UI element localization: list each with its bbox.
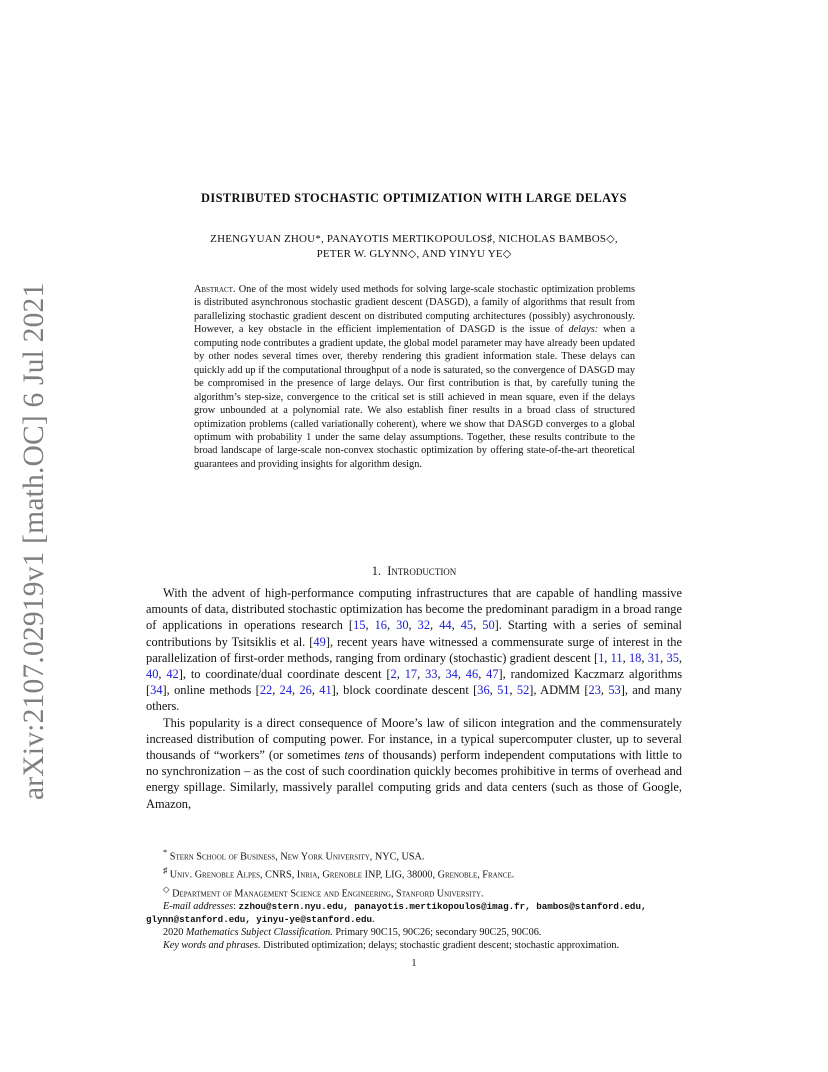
email-list[interactable]: zzhou@stern.nyu.edu, panayotis.mertikopoulos@imag.fr, bambos@stanford.edu, <box>238 900 647 912</box>
citation-link[interactable]: 17 <box>404 667 418 682</box>
author-line-2: PETER W. GLYNN◇, AND YINYU YE◇ <box>316 247 512 260</box>
citation-link[interactable]: 1 <box>598 650 605 665</box>
citation-link[interactable]: 26 <box>299 683 312 698</box>
citation-link[interactable]: 41 <box>319 683 332 698</box>
citation-link[interactable]: 52 <box>516 683 530 698</box>
citation-link[interactable]: 33 <box>425 667 438 682</box>
citation-separator: , <box>478 667 487 682</box>
citation-separator: , <box>417 667 426 682</box>
footnote-text: Department of Management Science and Engineering, Stanford University. <box>172 887 484 899</box>
citation-link[interactable]: 23 <box>588 683 601 698</box>
paragraph-2-emphasis: tens <box>344 748 365 763</box>
citation-link[interactable]: 31 <box>647 650 661 665</box>
citation-group-8 <box>589 683 621 697</box>
citation-separator: , <box>365 618 375 633</box>
footnote-emails: E-mail addresses: zzhou@stern.nyu.edu, panayotis.mertikopoulos@imag.fr, bambos@stanford.edu, <box>163 900 647 912</box>
footnote-affiliation-1 <box>146 846 682 864</box>
msc-text: Primary 90C15, 90C26; secondary 90C25, 90C06. <box>335 926 542 938</box>
paragraph-1-text: ], recent years have witnessed a commensurate surge of interest in the parallelization of first-order methods, ranging from ordinary (stochastic) gradient descent [ <box>146 634 682 665</box>
citation-separator: , <box>437 667 446 682</box>
citation-link[interactable]: 49 <box>313 634 326 649</box>
citation-separator: , <box>386 618 397 633</box>
section-number: 1. <box>371 564 381 578</box>
abstract-text-part-1: One of the most widely used methods for solving large-scale stochastic optimization problems is distributed asynchronous stochastic gradient descent (DASGD), a family of algorithms that result from parallelizing stochastic gradient descent on distributed computing architectures (possibly) asychronously. However, a key obstacle in the efficient implementation of DASGD is the issue of <box>194 284 635 336</box>
citation-separator: , <box>489 683 498 698</box>
section-title-text: Introduction <box>387 564 457 578</box>
paragraph-1-text: ], block coordinate descent [ <box>331 683 478 698</box>
citation-group-6 <box>260 683 332 697</box>
citation-separator: , <box>473 618 483 633</box>
footnote-mark: ◇ <box>163 883 170 894</box>
footnote-text: Univ. Grenoble Alpes, CNRS, Inria, Grenoble INP, LIG, 38000, Grenoble, France. <box>169 869 515 881</box>
paragraph-2-text: This popularity is a direct consequence of Moore’s law of silicon integration and the commensurately increased distribution of computing power. For instance, in a typical supercomputer cluster, up to several thousands of “workers” (or sometimes <box>146 715 682 763</box>
paragraph-2 <box>146 715 682 812</box>
citation-separator: , <box>396 667 405 682</box>
citation-separator: , <box>457 667 466 682</box>
citation-link[interactable]: 46 <box>465 667 479 682</box>
citation-link[interactable]: 45 <box>460 618 474 633</box>
citation-separator: , <box>678 650 682 665</box>
citation-link[interactable]: 44 <box>439 618 452 633</box>
citation-link[interactable]: 24 <box>279 683 293 698</box>
citation-group-7 <box>477 683 529 697</box>
citation-separator: , <box>641 650 648 665</box>
citation-link[interactable]: 36 <box>477 683 490 698</box>
paragraph-1-text: ], to coordinate/dual coordinate descent [ <box>178 667 391 682</box>
footnote-affiliation-3 <box>146 883 682 901</box>
paragraph-1-text: ], randomized Kaczmarz algorithms [ <box>146 667 683 698</box>
citation-link[interactable]: 30 <box>396 618 409 633</box>
msc-label: Mathematics Subject Classification. <box>185 926 333 938</box>
citation-separator: , <box>622 650 629 665</box>
abstract-emphasis-delays: delays: <box>568 324 599 336</box>
citation-link[interactable]: 34 <box>150 683 163 698</box>
paragraph-1-text: With the advent of high-performance computing infrastructures that are capable of handling massive amounts of data, distributed stochastic optimization has become the predominant paradigm in a broad range of applications in operations research [ <box>146 586 682 633</box>
citation-link[interactable]: 16 <box>374 618 387 633</box>
footnote-emails-cont: glynn@stanford.edu, yinyu-ye@stanford.edu. <box>146 913 375 925</box>
citation-link[interactable]: 15 <box>353 618 366 633</box>
citation-separator: , <box>272 683 280 698</box>
footnote-mark: ♯ <box>163 865 168 876</box>
keywords-label: Key words and phrases. <box>163 939 261 951</box>
citation-separator: , <box>509 683 517 698</box>
footnote-mark: * <box>163 847 168 857</box>
paragraph-1 <box>146 585 682 715</box>
citation-separator: , <box>311 683 320 698</box>
citation-link[interactable]: 22 <box>259 683 273 698</box>
paragraph-1-text: ]. Starting with a series of seminal contributions by Tsitsiklis et al. [ <box>146 618 682 649</box>
footnote-affiliation-2 <box>146 864 682 882</box>
abstract-label: Abstract. <box>194 284 236 295</box>
citation-separator: , <box>451 618 461 633</box>
page-number: 1 <box>411 958 417 969</box>
paragraph-1-text: ], ADMM [ <box>529 683 589 698</box>
paper-title: DISTRIBUTED STOCHASTIC OPTIMIZATION WITH LARGE DELAYS <box>201 191 627 205</box>
citation-separator: , <box>430 618 440 633</box>
citation-group-1 <box>353 618 495 632</box>
footnote-text: Stern School of Business, New York University, NYC, USA. <box>169 851 425 863</box>
citation-link[interactable]: 34 <box>445 667 458 682</box>
citation-separator: , <box>158 667 167 682</box>
citation-separator: , <box>604 650 611 665</box>
citation-link[interactable]: 50 <box>482 618 495 633</box>
msc-year: 2020 <box>163 926 184 938</box>
citation-separator: , <box>292 683 300 698</box>
section-heading-introduction <box>120 564 708 579</box>
arxiv-identifier-stamp: arXiv:2107.02919v1 [math.OC] 6 Jul 2021 <box>18 282 50 800</box>
keywords-text: Distributed optimization; delays; stochastic gradient descent; stochastic approximation. <box>263 939 620 951</box>
paragraph-1-text: ], and many others. <box>146 683 682 714</box>
citation-link[interactable]: 47 <box>486 667 499 682</box>
citation-link[interactable]: 35 <box>666 650 679 665</box>
citation-link[interactable]: 2 <box>390 667 397 682</box>
paragraph-2-text: of thousands) perform independent computations with little to no synchronization – as the cost of such coordination quickly becomes prohibitive in terms of overhead and energy spillage. Similarly, massively parallel computing grids and data centers (such as those of Google, Amazon, <box>146 748 682 811</box>
citation-link[interactable]: 42 <box>166 667 179 682</box>
citation-link[interactable]: 53 <box>608 683 621 698</box>
citation-separator: , <box>600 683 609 698</box>
citation-link[interactable]: 18 <box>628 650 642 665</box>
citation-group-4 <box>391 667 499 681</box>
email-list[interactable]: glynn@stanford.edu, yinyu-ye@stanford.edu <box>146 913 373 925</box>
footnote-keywords <box>146 940 682 953</box>
footnote-msc <box>146 927 682 940</box>
citation-separator: , <box>660 650 667 665</box>
citation-link[interactable]: 51 <box>497 683 510 698</box>
citation-link[interactable]: 40 <box>146 667 159 682</box>
abstract <box>194 283 635 471</box>
footnotes <box>146 846 682 953</box>
author-line-1: ZHENGYUAN ZHOU*, PANAYOTIS MERTIKOPOULOS♯, NICHOLAS BAMBOS◇, <box>210 233 618 245</box>
citation-separator: , <box>408 618 418 633</box>
introduction-body <box>146 585 682 812</box>
citation-link[interactable]: 32 <box>417 618 431 633</box>
paragraph-1-text: ], online methods [ <box>162 683 260 698</box>
abstract-text-part-2: when a computing node contributes a gradient update, the global model parameter may have already been updated by other nodes several times over, thereby rendering this gradient information stale. These delays can quickly add up if the computational throughput of a node is saturated, so the convergence of DASGD may be compromised in the presence of large delays. Our first contribution is that, by carefully tuning the algorithm’s step-size, convergence to the critical set is still achieved in mean square, even if the delays grow unbounded at a polynomial rate. We also establish finer results in a broad class of structured optimization problems (called variationally coherent), where we show that DASGD converges to a global optimum with probability 1 under the same delay assumptions. Together, these results contribute to the broad landscape of large-scale non-convex stochastic optimization by offering state-of-the-art theoretical guarantees and providing insights for algorithm design. <box>194 324 636 470</box>
author-list <box>120 232 708 261</box>
email-label: E-mail addresses <box>163 900 234 912</box>
citation-link[interactable]: 11 <box>610 650 623 665</box>
